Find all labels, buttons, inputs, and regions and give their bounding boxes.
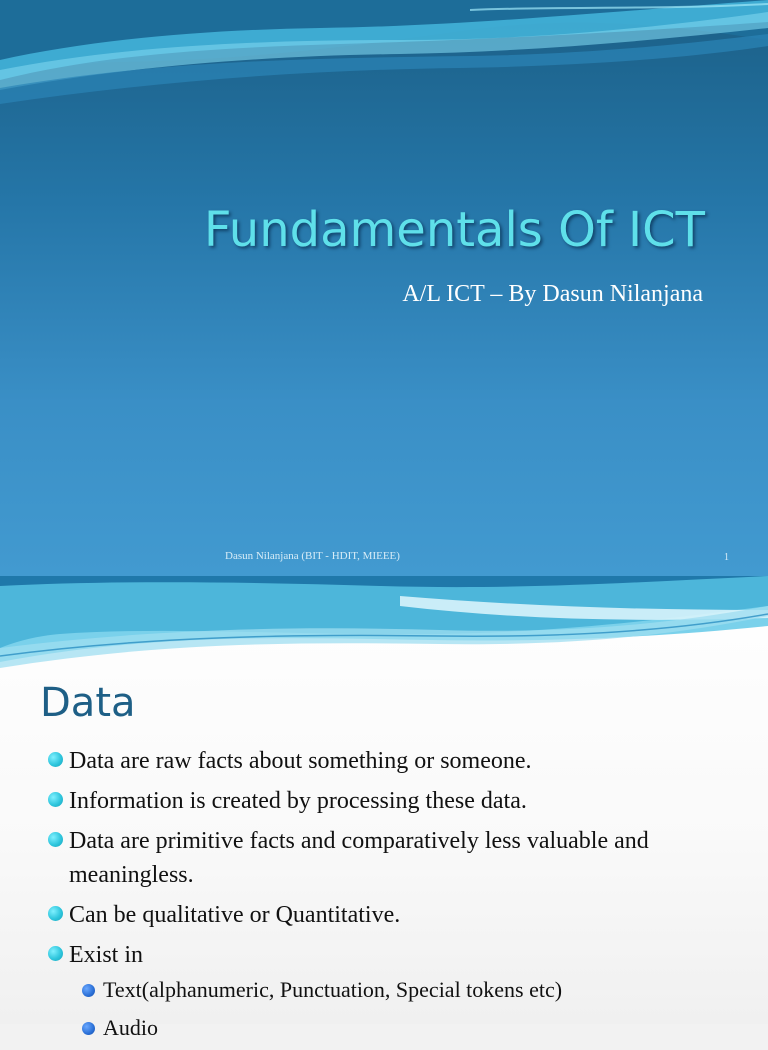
bullet-dot-icon: [48, 792, 63, 807]
decorative-wave: [0, 576, 768, 668]
bullet-dot-icon: [48, 752, 63, 767]
bullet-item: [0, 744, 768, 778]
bullet-text: Information is created by processing these data.: [69, 788, 527, 814]
bullet-text: Can be qualitative or Quantitative.: [69, 902, 401, 928]
bullet-item: [0, 898, 768, 932]
bullet-dot-icon: [48, 946, 63, 961]
slide-subtitle: A/L ICT – By Dasun Nilanjana: [402, 281, 703, 307]
sub-bullet-item: [0, 1012, 768, 1044]
slide-heading: Data: [40, 680, 136, 726]
sub-bullet-list: [0, 974, 768, 1044]
sub-bullet-group: [0, 974, 768, 1044]
sub-bullet-text: Audio: [103, 1015, 158, 1040]
bullet-text: Data are primitive facts and comparatively less valuable and meaningless.: [69, 828, 649, 888]
content-slide: [0, 576, 768, 1040]
sub-bullet-text: Text(alphanumeric, Punctuation, Special tokens etc): [103, 977, 563, 1002]
bullet-item: [0, 824, 768, 892]
page-number: 1: [724, 552, 729, 563]
bullet-text: Exist in: [69, 942, 144, 968]
sub-bullet-dot-icon: [82, 984, 95, 997]
bullet-dot-icon: [48, 832, 63, 847]
sub-bullet-dot-icon: [82, 1022, 95, 1035]
sub-bullet-item: [0, 974, 768, 1006]
bullet-text: Data are raw facts about something or someone.: [69, 748, 532, 774]
bullet-list: [0, 744, 768, 1050]
bullet-item: [0, 938, 768, 972]
bullet-item: [0, 784, 768, 818]
decorative-wave: [0, 0, 768, 110]
bullet-dot-icon: [48, 906, 63, 921]
slide-title: Fundamentals Of ICT: [203, 202, 705, 258]
slide-footer: Dasun Nilanjana (BIT - HDIT, MIEEE): [225, 550, 400, 562]
